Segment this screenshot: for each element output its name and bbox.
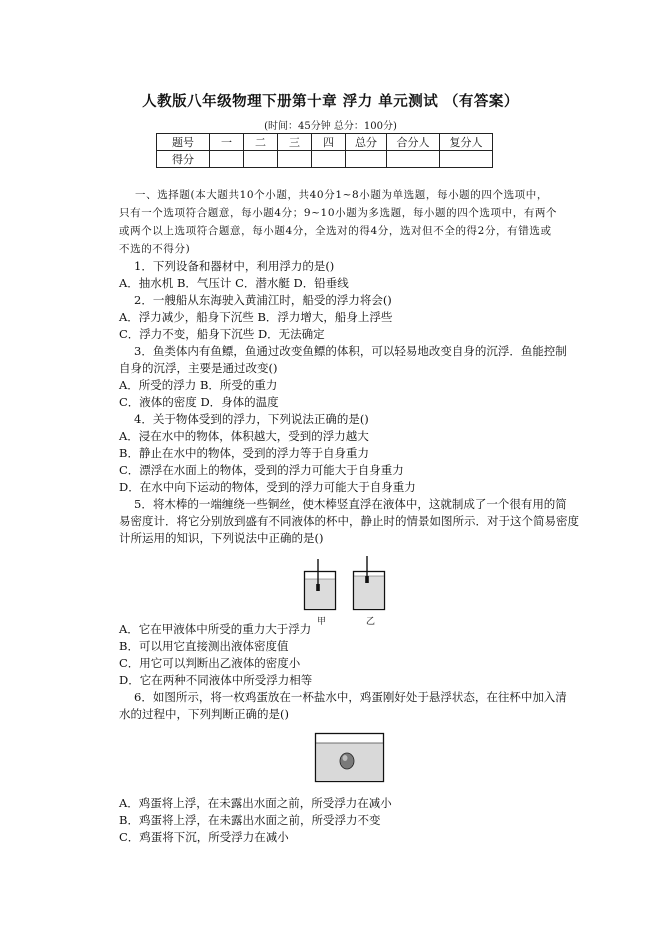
score-cell[interactable]	[210, 151, 244, 168]
question-5-option-d: D．它在两种不同液体中所受浮力相等	[119, 673, 313, 687]
question-5-option-b: B．可以用它直接测出液体密度值	[119, 639, 289, 653]
question-4-option-c: C．漂浮在水面上的物体，受到的浮力可能大于自身重力	[119, 463, 404, 477]
beaker-b	[354, 556, 385, 610]
question-4-option-d: D．在水中向下运动的物体，受到的浮力可能大于自身重力	[119, 480, 416, 494]
question-3-options-cd: C．液体的密度 D．身体的温度	[119, 395, 279, 409]
question-3-options-ab: A．所受的浮力 B．所受的重力	[119, 378, 278, 392]
egg-icon	[340, 753, 354, 769]
question-6-option-a: A．鸡蛋将上浮，在未露出水面之前，所受浮力在减小	[119, 796, 392, 810]
question-4-option-a: A．浸在水中的物体，体积越大，受到的浮力越大	[119, 429, 369, 443]
score-cell[interactable]	[387, 151, 440, 168]
question-1-options: A．抽水机 B．气压计 C．潜水艇 D．铅垂线	[119, 276, 349, 290]
question-6-stem: 6．如图所示，将一枚鸡蛋放在一杯盐水中，鸡蛋刚好处于悬浮状态，在往杯中加入清	[134, 690, 567, 704]
question-5-stem: 计所运用的知识，下列说法中正确的是()	[119, 531, 324, 545]
score-cell[interactable]	[312, 151, 346, 168]
question-6-stem: 水的过程中，下列判断正确的是()	[119, 707, 289, 721]
score-cell[interactable]	[278, 151, 312, 168]
page-title: 人教版八年级物理下册第十章 浮力 单元测试 （有答案）	[142, 94, 519, 110]
question-2-stem: 2．一艘船从东海驶入黄浦江时，船受的浮力将会()	[134, 293, 392, 307]
question-3-stem: 自身的沉浮，主要是通过改变()	[119, 361, 278, 375]
figure-label-jia: 甲	[317, 617, 327, 627]
question-6-option-b: B．鸡蛋将上浮，在未露出水面之前，所受浮力不变	[119, 813, 381, 827]
figure-label-yi: 乙	[366, 617, 376, 627]
egg-in-saltwater-figure	[312, 730, 388, 786]
section1-instructions: 或两个以上选项符合题意，每小题4分，全选对的得4分，选对但不全的得2分，有错选或	[119, 225, 552, 237]
beaker-a	[305, 559, 336, 610]
question-3-stem: 3．鱼类体内有鱼鳔，鱼通过改变鱼鳔的体积，可以轻易地改变自身的沉浮．鱼能控制	[134, 344, 567, 358]
score-table	[156, 133, 493, 168]
question-2-options-ab: A．浮力减少，船身下沉些 B．浮力增大，船身上浮些	[119, 310, 393, 324]
question-1-stem: 1．下列设备和器材中，利用浮力的是()	[134, 259, 335, 273]
score-header-cell: 二	[244, 134, 278, 151]
question-6-option-c: C．鸡蛋将下沉，所受浮力在减小	[119, 830, 289, 844]
question-4-option-b: B．静止在水中的物体，受到的浮力等于自身重力	[119, 446, 369, 460]
question-5-option-a: A．它在甲液体中所受的重力大于浮力	[119, 622, 312, 636]
section1-instructions: 不选的不得分)	[119, 243, 191, 255]
score-cell[interactable]	[346, 151, 387, 168]
section1-instructions: 只有一个选项符合题意，每小题4分；9~10小题为多选题，每小题的四个选项中，有两个	[119, 207, 558, 219]
density-meter-figure	[298, 553, 394, 619]
question-5-option-c: C．用它可以判断出乙液体的密度小	[119, 656, 301, 670]
score-table-header-row	[157, 134, 493, 151]
score-header-cell: 复分人	[440, 134, 493, 151]
score-header-cell: 总分	[346, 134, 387, 151]
question-2-options-cd: C．浮力不变，船身下沉些 D．无法确定	[119, 327, 325, 341]
score-row-label: 得分	[157, 151, 210, 168]
score-table-score-row	[157, 151, 493, 168]
question-5-stem: 易密度计．将它分别放到盛有不同液体的杯中，静止时的情景如图所示．对于这个简易密度	[119, 514, 579, 528]
section1-instructions: 一、选择题(本大题共10个小题，共40分1~8小题为单选题，每小题的四个选项中，	[135, 189, 548, 201]
score-header-cell: 合分人	[387, 134, 440, 151]
score-cell[interactable]	[244, 151, 278, 168]
score-header-cell: 四	[312, 134, 346, 151]
score-header-cell: 一	[210, 134, 244, 151]
score-header-cell: 题号	[157, 134, 210, 151]
question-4-stem: 4．关于物体受到的浮力，下列说法正确的是()	[134, 412, 369, 426]
exam-time-score: (时间：45分钟 总分：100分)	[264, 121, 397, 132]
question-5-stem: 5．将木棒的一端缠绕一些铜丝，使木棒竖直浮在液体中，这就制成了一个很有用的简	[134, 497, 567, 511]
score-cell[interactable]	[440, 151, 493, 168]
score-header-cell: 三	[278, 134, 312, 151]
